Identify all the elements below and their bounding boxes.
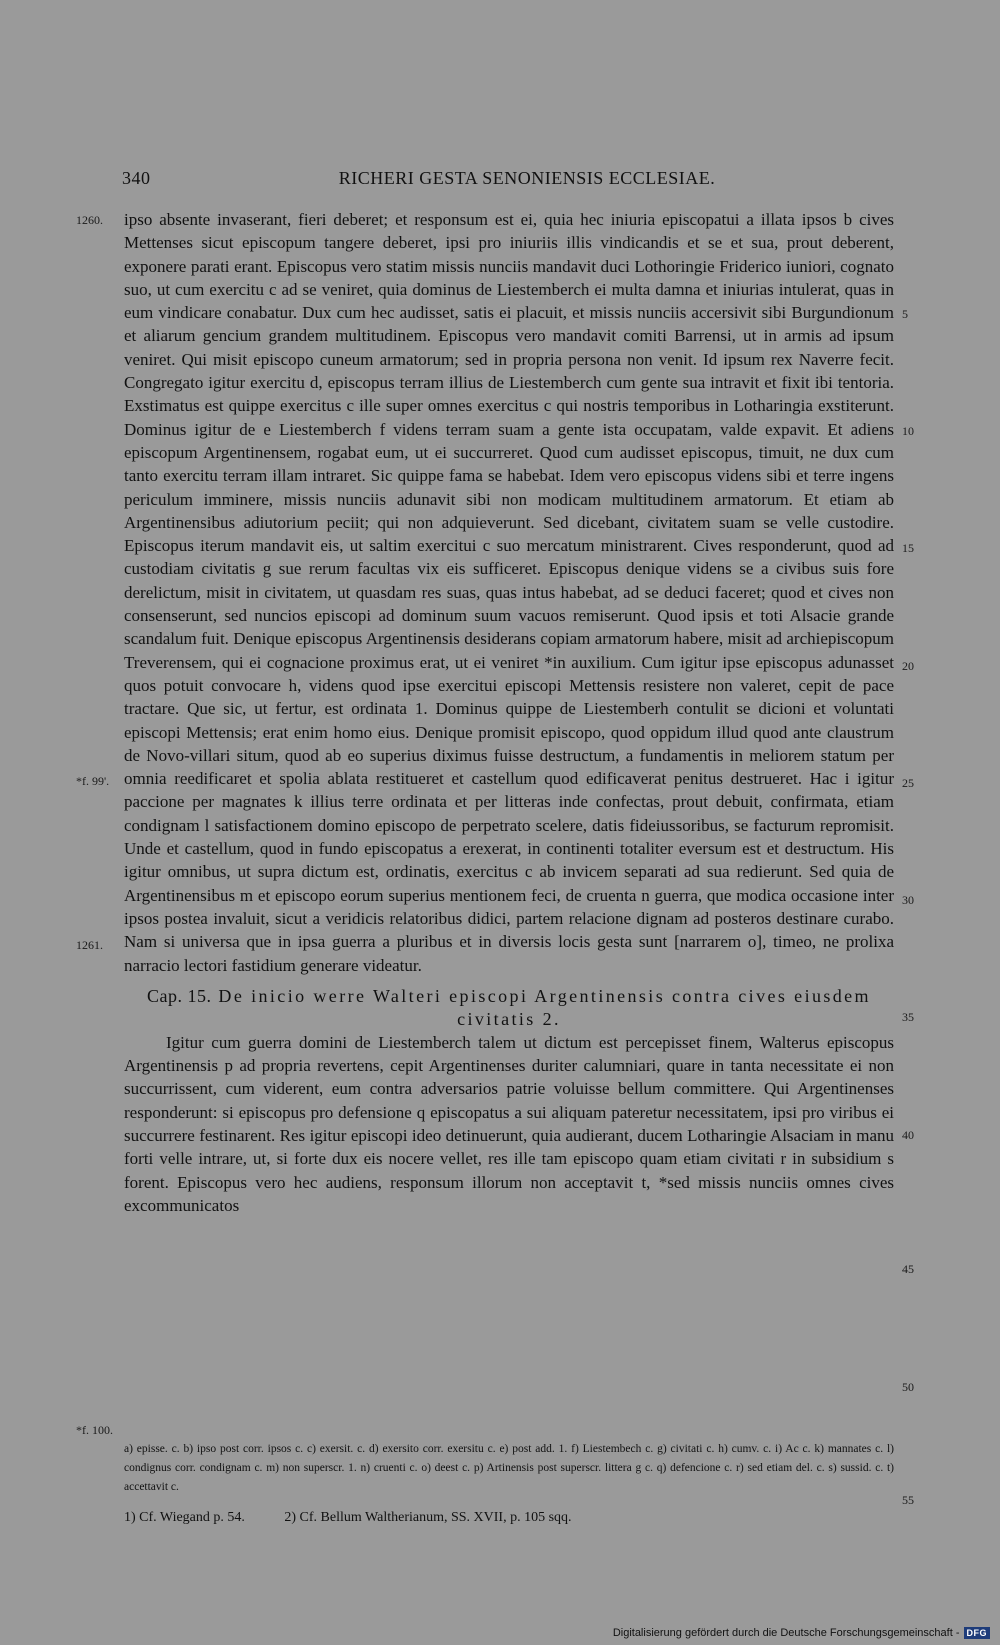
line-number: 5 xyxy=(902,307,908,321)
digitization-notice: Digitalisierung gefördert durch die Deutsche Forschungsgemeinschaft - xyxy=(612,1627,960,1639)
dfg-logo-icon: DFG xyxy=(964,1627,991,1639)
margin-year-1261: 1261. xyxy=(76,938,103,952)
paragraph-2: Igitur cum guerra domini de Liestemberch talem ut dictum est percepisset finem, Walterus episcopus Argentinensis p ad propria revertens, cepit Argentinenses duriter calumniari, quare in tanta necessitate ei non succurrissent, cum viderent, eum contra adversarios patrie voluisse bellum committere. Qui Argentinenses responderunt: si episcopus pro defensione q episcopatus a sui aliquam pateretur necessitatem, ipsi pro viribus ei succurrere festinarent. Res igitur episcopi ideo detinuerunt, quia audierant, ducem Lotharingie Alsaciam in manu forti velle intrare, ut, si forte dux eis nocere vellet, res ille tam episcopo quam etiam civitati r in subsidium s forent. Episcopus vero hec audiens, responsum illorum non acceptavit t, *sed missis nunciis omnes cives excommunicatos xyxy=(124,1032,894,1215)
line-number: 45 xyxy=(902,1262,914,1276)
line-number: 40 xyxy=(902,1128,914,1142)
critical-apparatus: a) episse. c. b) ipso post corr. ipsos c. c) exersit. c. d) exersito corr. exersitu c. e) post add. 1. f) Liestembech c. g) civitati c. h) cumv. c. i) Ac c. k) mannates c. l) condignus corr. condignam c. m) non superscr. 1. n) cruenti c. o) deest c. p) Artinensis post superscr. littera g c. q) defencione c. r) sed etiam del. c. s) sussid. c. t) accettavit c. xyxy=(124,1443,894,1493)
line-number: 15 xyxy=(902,541,914,555)
page-number: 340 xyxy=(122,168,151,188)
margin-year-1260: 1260. xyxy=(76,213,103,227)
line-number: 55 xyxy=(902,1493,914,1507)
line-number: 10 xyxy=(902,424,914,438)
line-number: 25 xyxy=(902,776,914,790)
line-number: 30 xyxy=(902,893,914,907)
paragraph-1: ipso absente invaserant, fieri deberet; et responsum est ei, quia hec iniuria episcopatui a illata ipsos b cives Mettenses sicut episcopum tangere deberet, ipsi pro iniuriis illis vindicandis et se et sua, prout deberent, exponere parati erant. Episcopus vero statim missis nunciis mandavit duci Lothoringie Friderico iuniori, cognato suo, ut cum exercitu c ad se veniret, quia dominus de Liestemberch ei multa damna et iniurias intulerat, quas in eum vindicare conabatur. Dux cum hec audisset, satis ei placuit, et missis nunciis accersivit sibi Burgundionum et aliarum gencium grandem multitudinem. Episcopus vero mandavit comiti Barrensi, ut in armis ad ipsum veniret. Qui misit episcopo cuneum armatorum; sed in propria persona non venit. Id ipsum rex Naverre fecit. Congregato igitur exercitu d, episcopus terram illius de Liestemberch cum gente sua intravit et fixit ibi tentoria. Exstimatus est quippe exercitus c ille super omnes exercitus c qui nostris temporibus in Lotharingia exstiterunt. Dominus igitur de e Liestemberch f videns terram suam a gente ista occupatam, valde expavit. Et adiens episcopum Argentinensem, rogabat eum, ut ei succurreret. Quod cum audisset episcopus, timuit, ne dux cum tanto exercitu terram illam intraret. Sic quippe fama se habebat. Idem vero episcopus videns sibi et terre ingens periculum imminere, missis nunciis adunavit sibi non modicam multitudinem armatorum. Et etiam ab Argentinensibus adiutorium peciit; qui non adquieverunt. Sed dicebant, civitatem suam se velle custodire. Episcopus iterum mandavit eis, ut saltim exercitui c suo mercatum ministrarent. Cives responderunt, quod ad custodiam civitatis g sue rerum facultas vix eis sufficeret. Episcopus denique videns se a civibus suis fore derelictum, misit in civitatem, ut quasdam res suas, quas intus habebat, ad se deduci faceret; quod et cives non consenserunt, sed nuncios episcopi ad dominum suum vacuos remiserunt. Quod ipsis et toti Alsacie grande scandalum fuit. Denique episcopus Argentinensis desiderans copiam armatorum habere, misit ad archiepiscopum Treverensem, qui ei cognacione proximus erat, ut ei veniret *in auxilium. Cum igitur ipse episcopus adunasset quos potuit convocare h, videns quod ipse exercitui episcopi Mettensis resistere non valeret, cepit de pace tractare. Que sic, ut fertur, est ordinata 1. Dominus quippe de Liestemberh contulit se dicioni et voluntati episcopi Mettensis; erat enim homo eius. Denique promisit episcopo, quod oppidum illud quod ante claustrum de Novo-villari situm, quod ab eo superius diximus fuisse destructum, a fundamentis in meliorem statum per omnia reedificaret et spolia ablata restitueret et castellum quod edificaverat penitus destrueret. Hac i igitur paccione per magnates k illius terre ordinata et per litteras inde confectas, prout debuit, confirmata, etiam condignam l satisfactionem domino episcopo de perpetrato scelere, datis fideiussoribus, se facturum repromisit. Unde et castellum, quod in fundo episcopatus a erexerat, in continenti totaliter eversum est et destructum. His igitur omnibus, ut supra dictum est, ordinatis, exercitus c ab invicem separati ad sua redierunt. Sed quia de Argentinensibus m et episcopo eorum superius mentionem feci, de cruenta n guerra, que modica occasione inter ipsos postea invaluit, sicut a veridicis relatoribus didici, partem relacione dignam ad posteros destinare curabo. Nam si universa que in ipsa guerra a pluribus et in diversis locis gesta sunt [narrarem o], timeo, ne prolixa narracio lectori fastidium generare videatur. xyxy=(124,210,894,975)
main-text xyxy=(124,208,894,1217)
reference-1: 1) Cf. Wiegand p. 54. xyxy=(124,1510,245,1525)
running-title: RICHERI GESTA SENONIENSIS ECCLESIAE. xyxy=(338,168,716,188)
digitization-banner xyxy=(613,1627,990,1639)
source-references xyxy=(124,1510,894,1526)
chapter-label: Cap. 15. xyxy=(147,985,212,1006)
line-number: 20 xyxy=(902,659,914,673)
line-number: 35 xyxy=(902,1010,914,1024)
margin-folio-99: *f. 99'. xyxy=(76,774,110,788)
chapter-title: De inicio werre Walteri episcopi Argentinensis contra cives eiusdem civitatis 2. xyxy=(218,985,871,1029)
margin-folio-100: *f. 100. xyxy=(76,1423,113,1437)
chapter-heading xyxy=(124,985,894,1031)
line-number: 50 xyxy=(902,1380,914,1394)
reference-2: 2) Cf. Bellum Waltherianum, SS. XVII, p. 105 sqq. xyxy=(284,1510,572,1525)
